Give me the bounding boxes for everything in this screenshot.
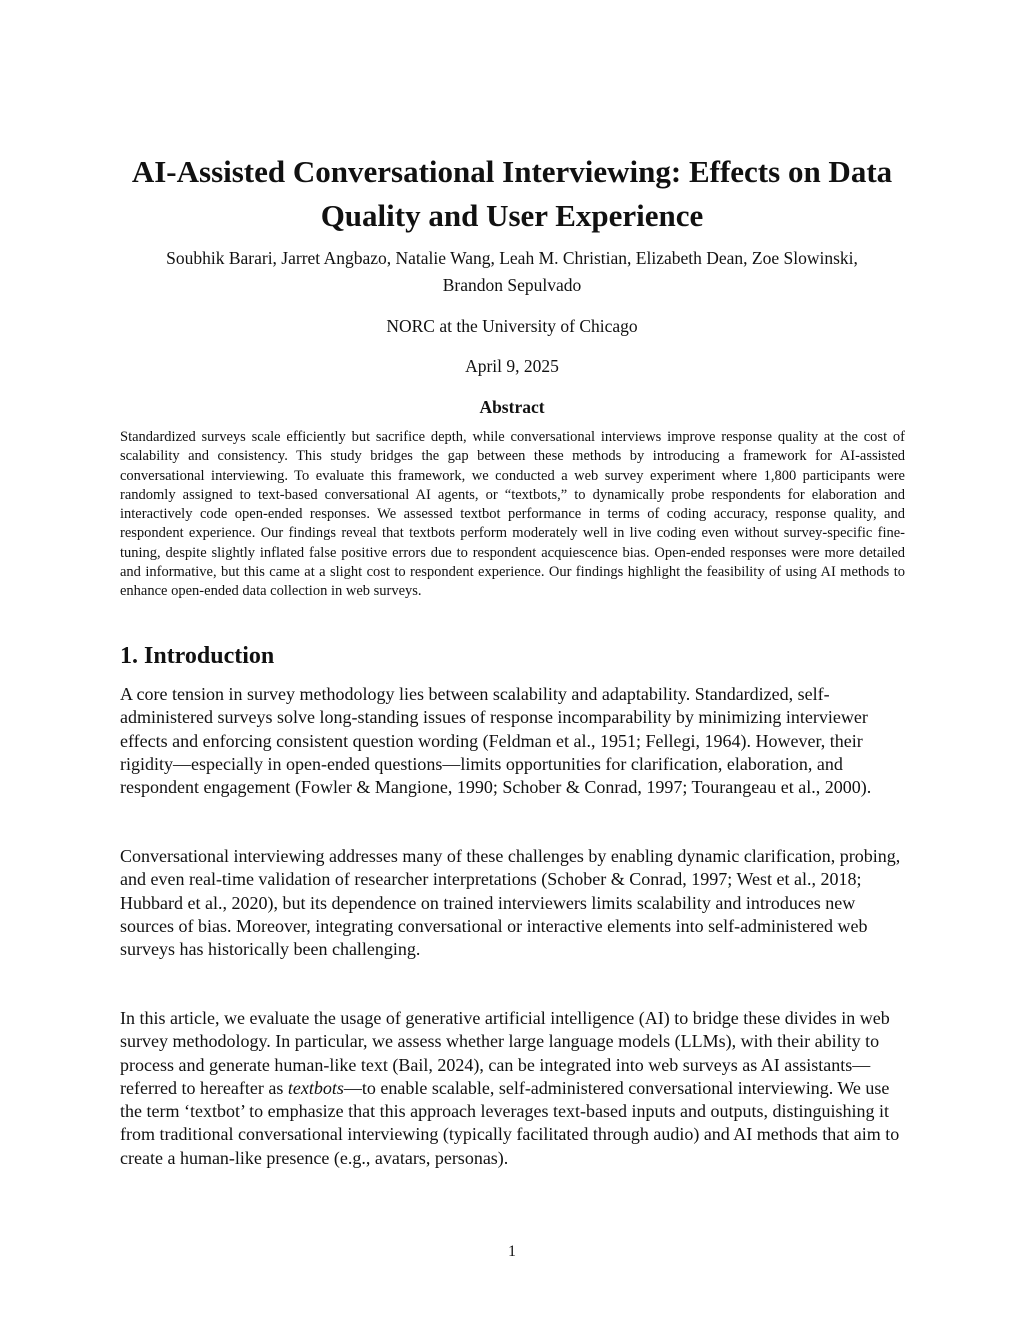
publication-date: April 9, 2025 xyxy=(465,356,559,376)
textbots-term: textbots xyxy=(287,1077,344,1098)
section-heading-introduction: 1. Introduction xyxy=(120,643,275,669)
abstract-heading: Abstract xyxy=(479,397,545,417)
intro-paragraph-3-part-1: In this article, we evaluate the usage of generative artificial intelligence (AI) to bridge these divides in web survey methodology. In particular, we assess whether large language models (LLMs), with their ability to process and generate human-like text (Bail, 2024), can be integrated into web surveys as AI assistants—referred to hereafter as xyxy=(120,1008,890,1098)
intro-paragraph-1: A core tension in survey methodology lies between scalability and adaptability. Standardized, self-administered surveys solve long-standing issues of response incomparability by minimizing interviewer effects and enforcing consistent question wording (Feldman et al., 1951; Fellegi, 1964). However, their rigidity—especially in open-ended questions—limits opportunities for clarification, elaboration, and respondent engagement (Fowler & Mangione, 1990; Schober & Conrad, 1997; Tourangeau et al., 2000). xyxy=(120,684,872,798)
affiliation: NORC at the University of Chicago xyxy=(386,316,638,336)
intro-paragraph-2: Conversational interviewing addresses many of these challenges by enabling dynamic clarification, probing, and even real-time validation of researcher interpretations (Schober & Conrad, 1997; West et al., 2018; Hubbard et al., 2020), but its dependence on trained interviewers limits scalability and introduces new sources of bias. Moreover, integrating conversational or interactive elements into self-administered web surveys has historically been challenging. xyxy=(120,846,901,960)
intro-paragraph-3 xyxy=(120,1007,910,1170)
paper-title: AI-Assisted Conversational Interviewing: Effects on Data Quality and User Experience xyxy=(131,154,893,233)
intro-paragraph-3-part-2: —to enable scalable, self-administered conversational interviewing. We use the term ‘textbot’ to emphasize that this approach leverages text-based inputs and outputs, distinguishing it from traditional conversational interviewing (typically facilitated through audio) and AI methods that aim to create a human-like presence (e.g., avatars, personas). xyxy=(120,1077,900,1168)
author-list: Soubhik Barari, Jarret Angbazo, Natalie Wang, Leah M. Christian, Elizabeth Dean, Zoe Slowinski, Brandon Sepulvado xyxy=(166,248,858,295)
page-number: 1 xyxy=(508,1243,516,1260)
abstract-text: Standardized surveys scale efficiently but sacrifice depth, while conversational interviews improve response quality at the cost of scalability and consistency. This study bridges the gap between these methods by introducing a framework for AI-assisted conversational interviewing. To evaluate this framework, we conducted a web survey experiment where 1,800 participants were randomly assigned to text-based conversational AI agents, or “textbots,” to dynamically probe respondents for elaboration and interactively code open-ended responses. We assessed textbot performance in terms of coding accuracy, response quality, and respondent experience. Our findings reveal that textbots perform moderately well in live coding even without survey-specific fine-tuning, despite slightly inflated false positive errors due to respondent acquiescence bias. Open-ended responses were more detailed and informative, but this came at a slight cost to respondent experience. Our findings highlight the feasibility of using AI methods to enhance open-ended data collection in web surveys. xyxy=(120,429,905,600)
